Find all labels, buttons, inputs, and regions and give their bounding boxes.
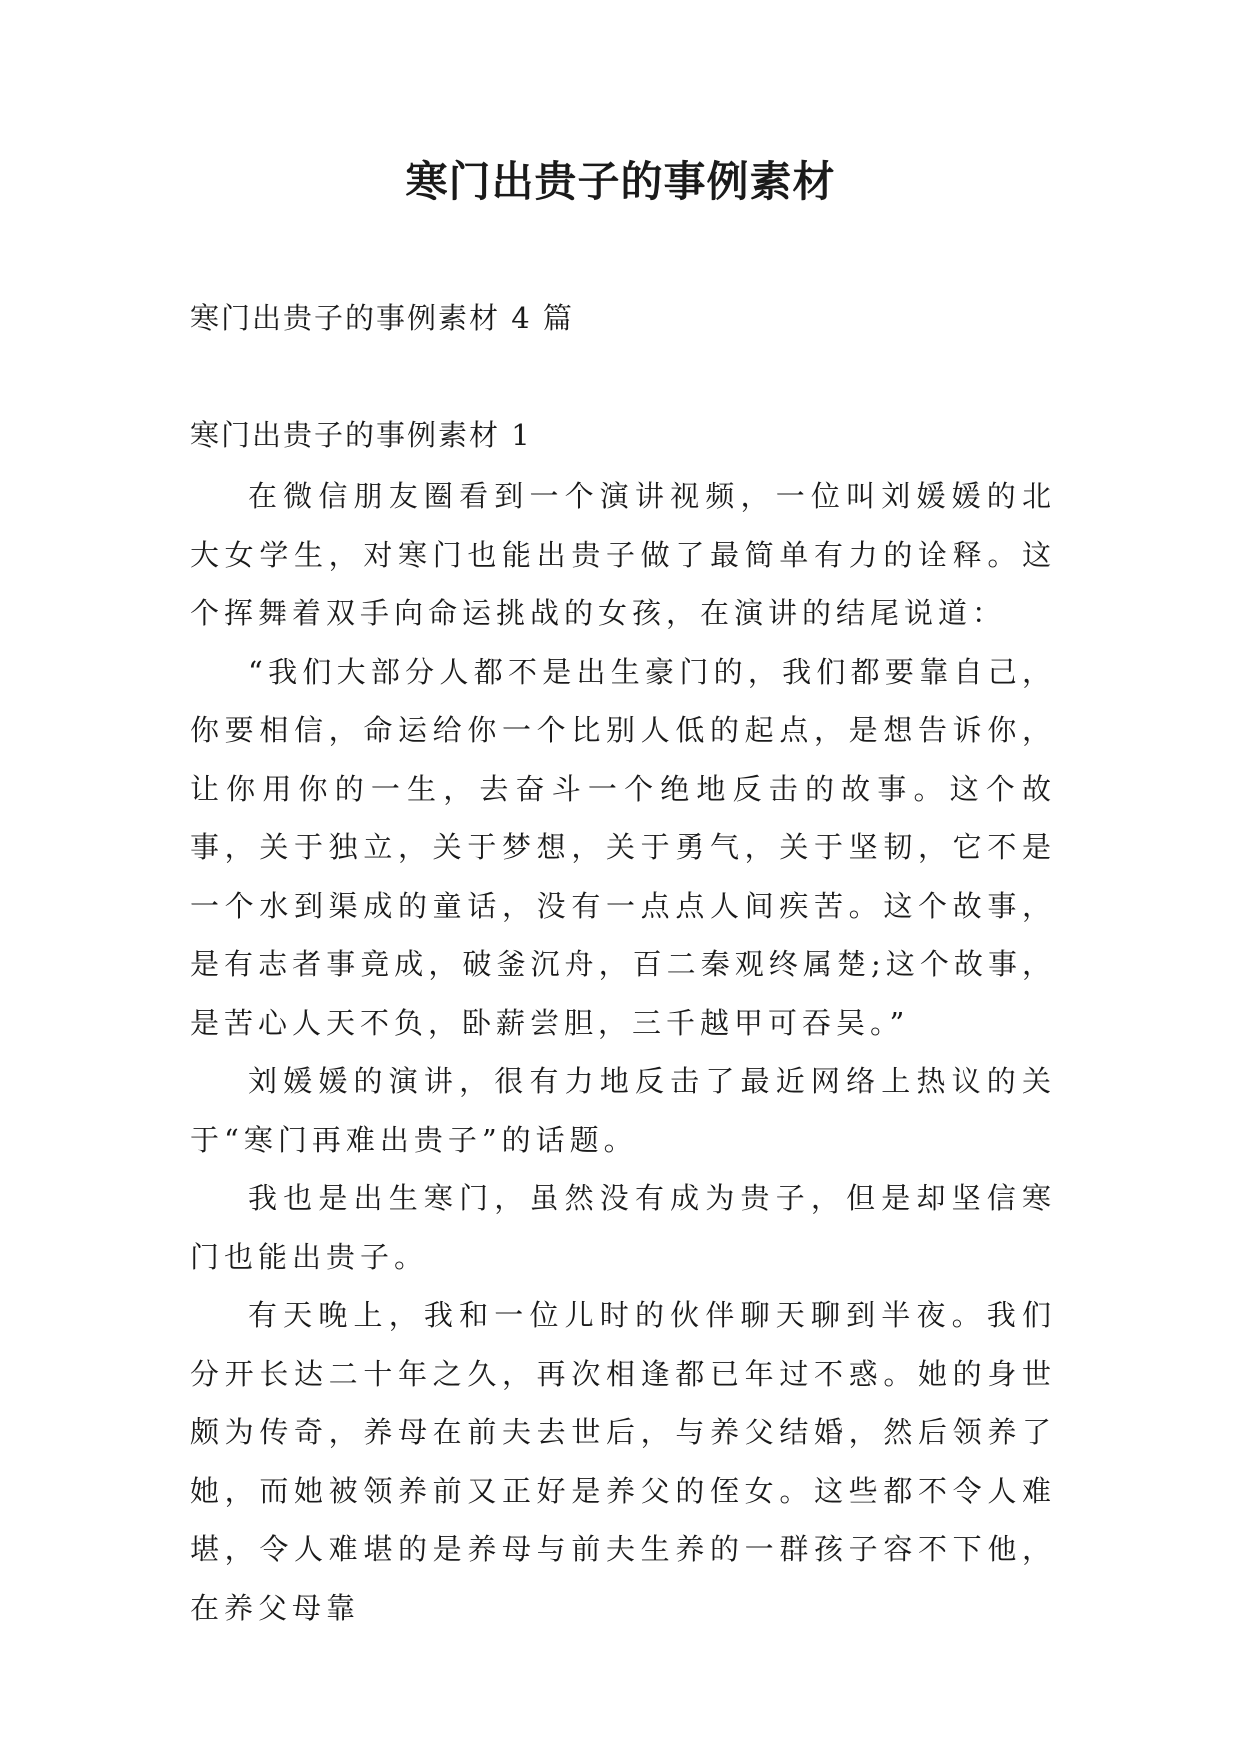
body-text	[190, 467, 1056, 1637]
document-title: 寒门出贵子的事例素材	[405, 157, 836, 206]
paragraph: 我也是出生寒门，虽然没有成为贵子，但是却坚信寒门也能出贵子。	[190, 1181, 1056, 1274]
section-heading: 寒门出贵子的事例素材 1	[190, 418, 532, 452]
paragraph: 在微信朋友圈看到一个演讲视频，一位叫刘媛媛的北大女学生，对寒门也能出贵子做了最简单有力的诠释。这个挥舞着双手向命运挑战的女孩，在演讲的结尾说道：	[190, 479, 1056, 630]
paragraph: “我们大部分人都不是出生豪门的，我们都要靠自己，你要相信，命运给你一个比别人低的起点，是想告诉你，让你用你的一生，去奋斗一个绝地反击的故事。这个故事，关于独立，关于梦想，关于勇气，关于坚韧，它不是一个水到渠成的童话，没有一点点人间疾苦。这个故事，是有志者事竟成，破釜沉舟，百二秦观终属楚;这个故事，是苦心人天不负，卧薪尝胆，三千越甲可吞吴。”	[190, 654, 1056, 1040]
paragraph: 有天晚上，我和一位儿时的伙伴聊天聊到半夜。我们分开长达二十年之久，再次相逢都已年过不惑。她的身世颇为传奇，养母在前夫去世后，与养父结婚，然后领养了她，而她被领养前又正好是养父的侄女。这些都不令人难堪，令人难堪的是养母与前夫生养的一群孩子容不下他，在养父母靠	[190, 1298, 1056, 1625]
paragraph: 刘媛媛的演讲，很有力地反击了最近网络上热议的关于“寒门再难出贵子”的话题。	[190, 1064, 1056, 1157]
document-subtitle: 寒门出贵子的事例素材 4 篇	[190, 301, 574, 335]
